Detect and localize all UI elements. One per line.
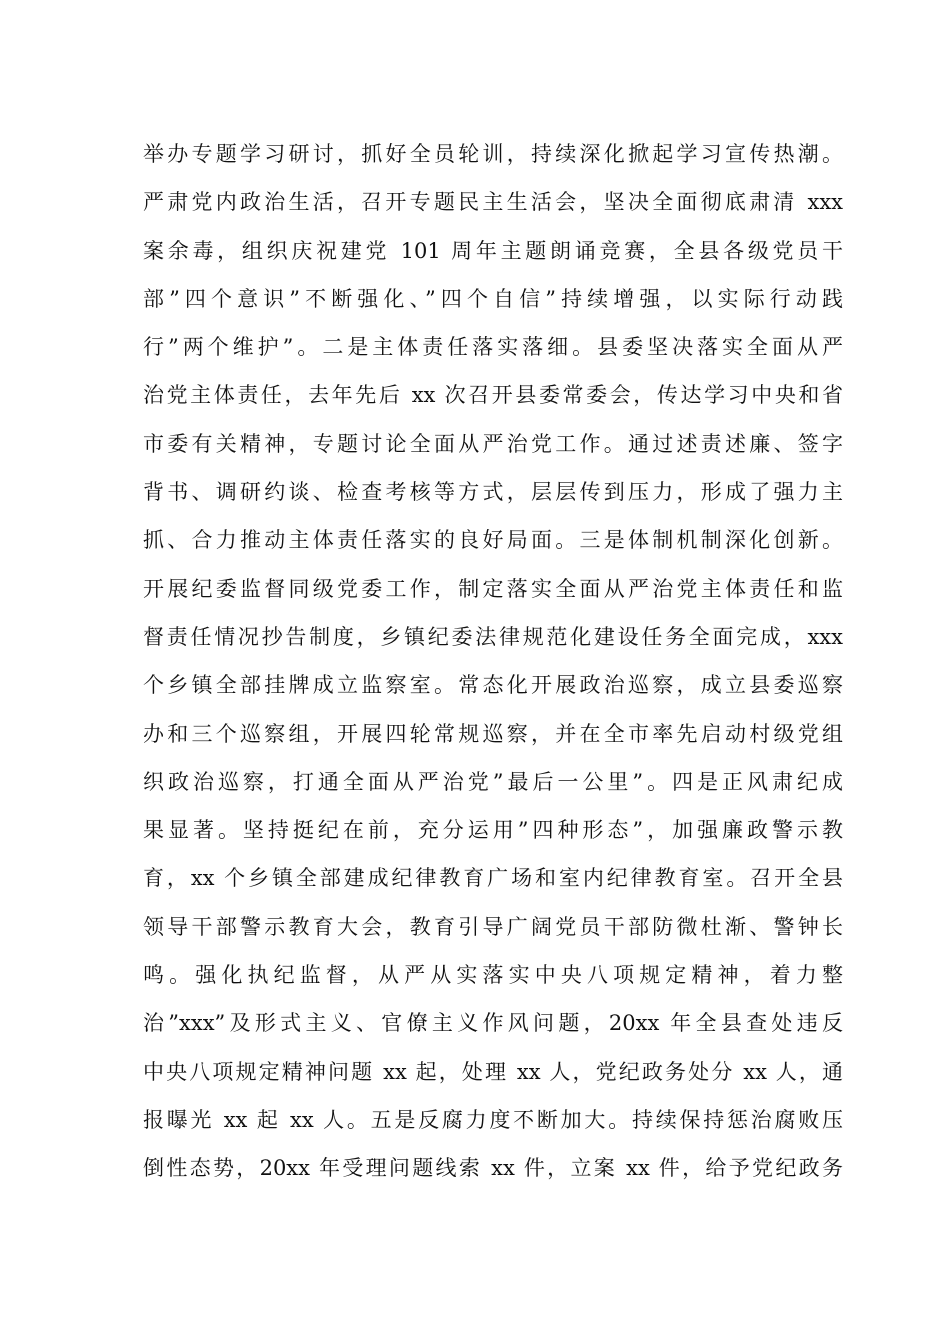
text-line: 督责任情况抄告制度，乡镇纪委法律规范化建设任务全面完成，xxx [143, 624, 843, 649]
text-line: 果显著。坚持挺纪在前，充分运用”四种形态”，加强廉政警示教 [143, 818, 843, 843]
text-line: 办和三个巡察组，开展四轮常规巡察，并在全市率先启动村级党组 [143, 721, 843, 746]
text-line: 举办专题学习研讨，抓好全员轮训，持续深化掀起学习宣传热潮。 [143, 142, 843, 166]
text-line: 部”四个意识”不断强化、”四个自信”持续增强，以实际行动践 [143, 286, 843, 311]
text-line: 市委有关精神，专题讨论全面从严治党工作。通过述责述廉、签字 [143, 431, 843, 456]
text-line: 报曝光 xx 起 xx 人。五是反腐力度不断加大。持续保持惩治腐败压 [143, 1107, 843, 1132]
text-line: 治党主体责任，去年先后 xx 次召开县委常委会，传达学习中央和省 [143, 383, 843, 408]
text-line: 行”两个维护”。二是主体责任落实落细。县委坚决落实全面从严 [143, 335, 843, 360]
text-line: 鸣。强化执纪监督，从严从实落实中央八项规定精神，着力整 [143, 963, 843, 988]
text-line: 严肃党内政治生活，召开专题民主生活会，坚决全面彻底肃清 xxx [143, 190, 843, 215]
text-line: 治”xxx”及形式主义、官僚主义作风问题，20xx 年全县查处违反 [143, 1011, 843, 1036]
text-line: 倒性态势，20xx 年受理问题线索 xx 件，立案 xx 件，给予党纪政务 [143, 1156, 843, 1181]
text-line: 中央八项规定精神问题 xx 起，处理 xx 人，党纪政务处分 xx 人，通 [143, 1059, 843, 1084]
text-line: 抓、合力推动主体责任落实的良好局面。三是体制机制深化创新。 [143, 528, 843, 553]
body-text [143, 130, 843, 1193]
text-line: 开展纪委监督同级党委工作，制定落实全面从严治党主体责任和监 [143, 576, 843, 601]
text-line: 织政治巡察，打通全面从严治党”最后一公里”。四是正风肃纪成 [143, 769, 843, 794]
text-line: 领导干部警示教育大会，教育引导广阔党员干部防微杜渐、警钟长 [143, 914, 843, 939]
text-line: 个乡镇全部挂牌成立监察室。常态化开展政治巡察，成立县委巡察 [143, 673, 843, 698]
text-line: 育，xx 个乡镇全部建成纪律教育广场和室内纪律教育室。召开全县 [143, 866, 843, 891]
text-line: 案余毒，组织庆祝建党 101 周年主题朗诵竞赛，全县各级党员干 [143, 238, 843, 263]
text-line: 背书、调研约谈、检查考核等方式，层层传到压力，形成了强力主 [143, 480, 843, 505]
